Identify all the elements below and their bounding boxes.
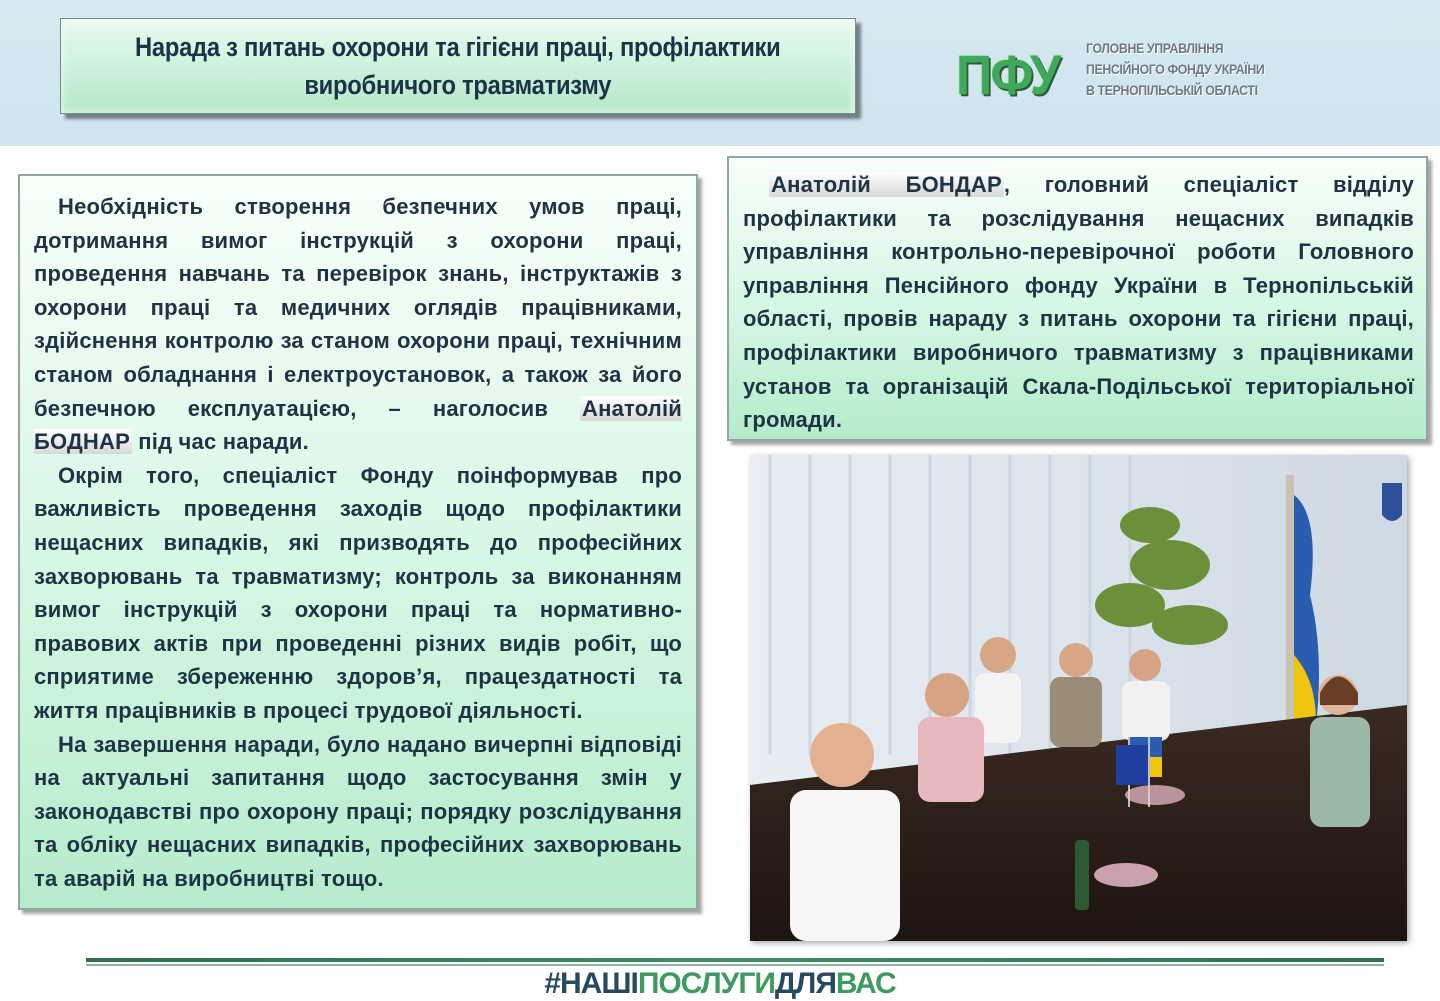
article-paragraph-3: На завершення наради, було надано вичерпні відповіді на актуальні запитання щодо застосування змін у законодавстві про охорону праці; порядку розслідування та обліку нещасних випадків, професійних захворювань та аварій на виробництві тощо. — [34, 731, 682, 891]
paragraph-1-text: Необхідність створення безпечних умов праці, дотримання вимог інструкцій з охорони праці, проведення навчань та перевірок знань, інструктажів з охорони праці та медичних оглядів працівниками, здійснення контролю за станом охорони праці, технічним станом обладнання і електроустановок, а також за його безпечною експлуатацією, – наголосив — [34, 194, 682, 421]
page-title-line-2: виробничого травматизму — [304, 70, 612, 100]
meeting-photo — [750, 455, 1407, 941]
article-paragraph-1 — [34, 190, 682, 459]
speaker-name: Анатолій БОНДАР — [771, 172, 1002, 197]
speaker-info-panel — [727, 156, 1428, 441]
page-title-line-1: Нарада з питань охорони та гігієни праці, профілактики — [135, 32, 781, 62]
hashtag-part-3: ДЛЯ — [774, 967, 836, 1000]
speaker-info-paragraph — [743, 168, 1414, 437]
org-name-line-3: В ТЕРНОПІЛЬСЬКІЙ ОБЛАСТІ — [1086, 82, 1258, 98]
article-paragraph-2: Окрім того, спеціаліст Фонду поінформував про важливість проведення заходів щодо профілактики нещасних випадків, які призводять до професійних захворювань та травматизму; контроль за виконанням вимог інструкцій з охорони праці та нормативно-правових актів при проведенні різних видів робіт, що сприятиме збереженню здоров’я, працездатності та життя працівників в процесі трудової діяльності. — [34, 462, 682, 723]
hashtag-part-2: ПОСЛУГИ — [637, 967, 775, 1000]
speaker-description: , головний спеціаліст відділу профілактики та розслідування нещасних випадків управління контрольно-перевірочної роботи Головного управління Пенсійного фонду України в Тернопільській області, провів нараду з питань охорони та гігієни праці, профілактики виробничого травматизму з працівниками установ та організацій Скала-Подільської територіальної громади. — [743, 172, 1415, 433]
organization-name — [1086, 38, 1315, 101]
org-name-line-1: ГОЛОВНЕ УПРАВЛІННЯ — [1086, 40, 1224, 56]
hashtag-part-1: #НАШІ — [544, 967, 638, 1000]
footer-divider — [86, 958, 1384, 962]
paragraph-1-ending: під час наради. — [131, 429, 309, 455]
article-text-panel — [18, 174, 698, 910]
pfu-logo: ПФУ — [956, 43, 1060, 106]
org-name-line-2: ПЕНСІЙНОГО ФОНДУ УКРАЇНИ — [1086, 61, 1265, 77]
title-box — [60, 18, 856, 114]
page-title — [135, 28, 780, 104]
hashtag-part-4: ВАС — [835, 967, 896, 1000]
speaker-name-highlight: Анатолій БОДНАР — [34, 395, 682, 455]
meeting-photo-illustration — [750, 455, 1407, 941]
footer-hashtag — [0, 966, 1440, 1001]
